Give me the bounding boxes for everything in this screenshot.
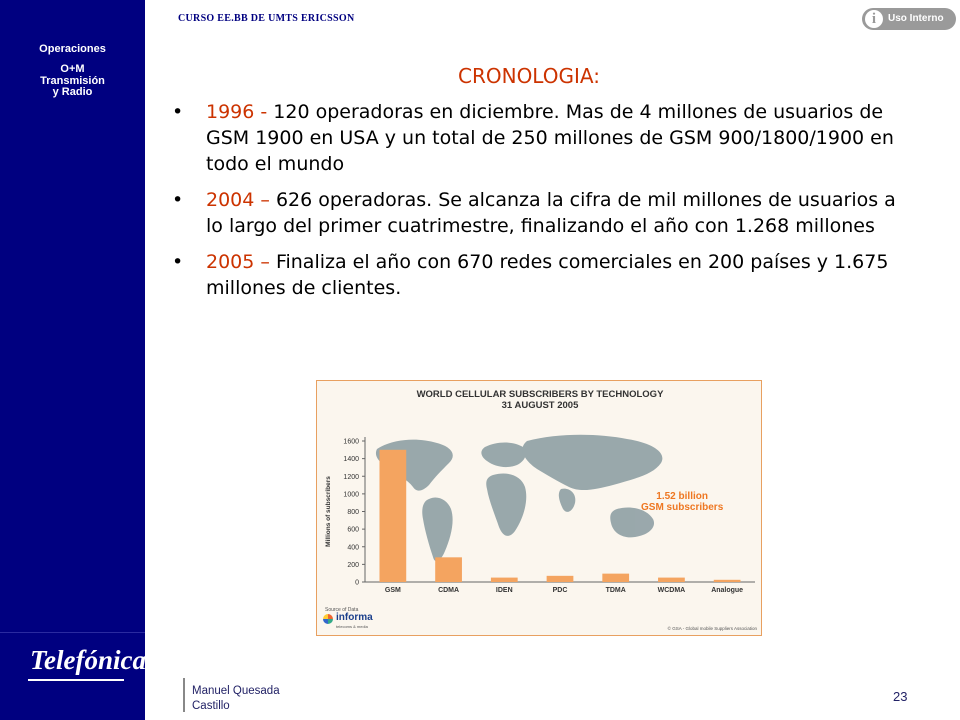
footer-divider — [183, 678, 185, 712]
informa-logo-icon — [323, 614, 333, 624]
world-map-background — [376, 435, 662, 562]
bullet-dot-icon: • — [172, 101, 184, 123]
x-tick-label: PDC — [552, 587, 568, 594]
x-tick-label: GSM — [384, 587, 401, 594]
bar-pdc — [547, 576, 574, 582]
bullet-year: 1996 - — [206, 101, 274, 123]
chart-title: WORLD CELLULAR SUBSCRIBERS BY TECHNOLOGY — [416, 389, 664, 400]
x-tick-label: Analogue — [711, 587, 744, 594]
y-axis-label: Millions of subscribers — [325, 476, 332, 547]
info-icon: i — [865, 10, 883, 28]
bullet-year: 2005 – — [206, 251, 276, 273]
sidebar-line-operaciones: Operaciones — [39, 43, 106, 55]
bullet-list — [172, 99, 912, 311]
bar-analogue — [714, 580, 741, 582]
course-title: CURSO EE.BB DE UMTS ERICSSON — [178, 13, 355, 24]
y-tick-label: 0 — [355, 579, 359, 587]
bullet-item — [172, 249, 912, 301]
page-number: 23 — [893, 689, 908, 704]
sidebar-line-radio: y Radio — [52, 86, 93, 98]
chart-copyright: © GSA - Global mobile Suppliers Association — [667, 626, 757, 631]
telefonica-logo: Telefónica — [30, 645, 146, 675]
logo-underline — [28, 679, 124, 681]
x-tick-label: IDEN — [495, 587, 513, 594]
bullet-item — [172, 99, 912, 177]
author-line2: Castillo — [192, 700, 230, 712]
bullet-year: 2004 – — [206, 189, 276, 211]
uso-interno-label: Uso Interno — [888, 13, 944, 24]
author-line1: Manuel Quesada — [192, 685, 280, 697]
slide-heading: CRONOLOGIA: — [458, 64, 600, 88]
bullet-text: 626 operadoras. Se alcanza la cifra de mil millones de usuarios a lo largo del primer cuatrimestre, finalizando el año con 1.268 millones — [206, 189, 896, 237]
sidebar-line-om: O+M — [60, 63, 85, 75]
x-tick-label: CDMA — [438, 587, 460, 594]
x-tick-label: TDMA — [605, 587, 626, 594]
bullet-item — [172, 187, 912, 239]
informa-logo-sub: telecoms & media — [336, 624, 368, 629]
bar-iden — [491, 578, 518, 582]
bar-tdma — [602, 574, 629, 582]
annotation-line1: 1.52 billion — [656, 491, 708, 502]
y-tick-label: 1000 — [343, 491, 359, 499]
y-tick-label: 800 — [347, 509, 359, 516]
sidebar — [0, 0, 145, 720]
bullet-text: 120 operadoras en diciembre. Mas de 4 millones de usuarios de GSM 1900 en USA y un total de 250 millones de GSM 900/1800/1900 en todo el mundo — [206, 101, 894, 175]
bar-cdma — [435, 557, 462, 582]
bullet-text: Finaliza el año con 670 redes comerciales en 200 países y 1.675 millones de clientes. — [206, 251, 889, 299]
sidebar-line-transmision: Transmisión — [40, 75, 105, 87]
y-tick-label: 200 — [347, 561, 359, 569]
x-tick-label: WCDMA — [657, 587, 686, 594]
uso-interno-badge — [862, 8, 956, 30]
y-tick-label: 600 — [347, 526, 359, 534]
chart-annotation — [641, 491, 723, 513]
author — [192, 684, 280, 714]
bar-wcdma — [658, 578, 685, 582]
y-tick-label: 400 — [347, 544, 359, 552]
y-tick-label: 1200 — [343, 473, 359, 481]
y-tick-label: 1400 — [343, 456, 359, 464]
source-label: Source of Data — [325, 607, 359, 613]
chart-figure — [316, 380, 762, 636]
informa-logo: informa — [336, 612, 373, 623]
annotation-line2: GSM subscribers — [641, 502, 724, 513]
bullet-dot-icon: • — [172, 251, 184, 273]
y-tick-label: 1600 — [343, 438, 359, 446]
bar-gsm — [379, 450, 406, 582]
bullet-dot-icon: • — [172, 189, 184, 211]
chart-subtitle: 31 AUGUST 2005 — [501, 400, 579, 411]
